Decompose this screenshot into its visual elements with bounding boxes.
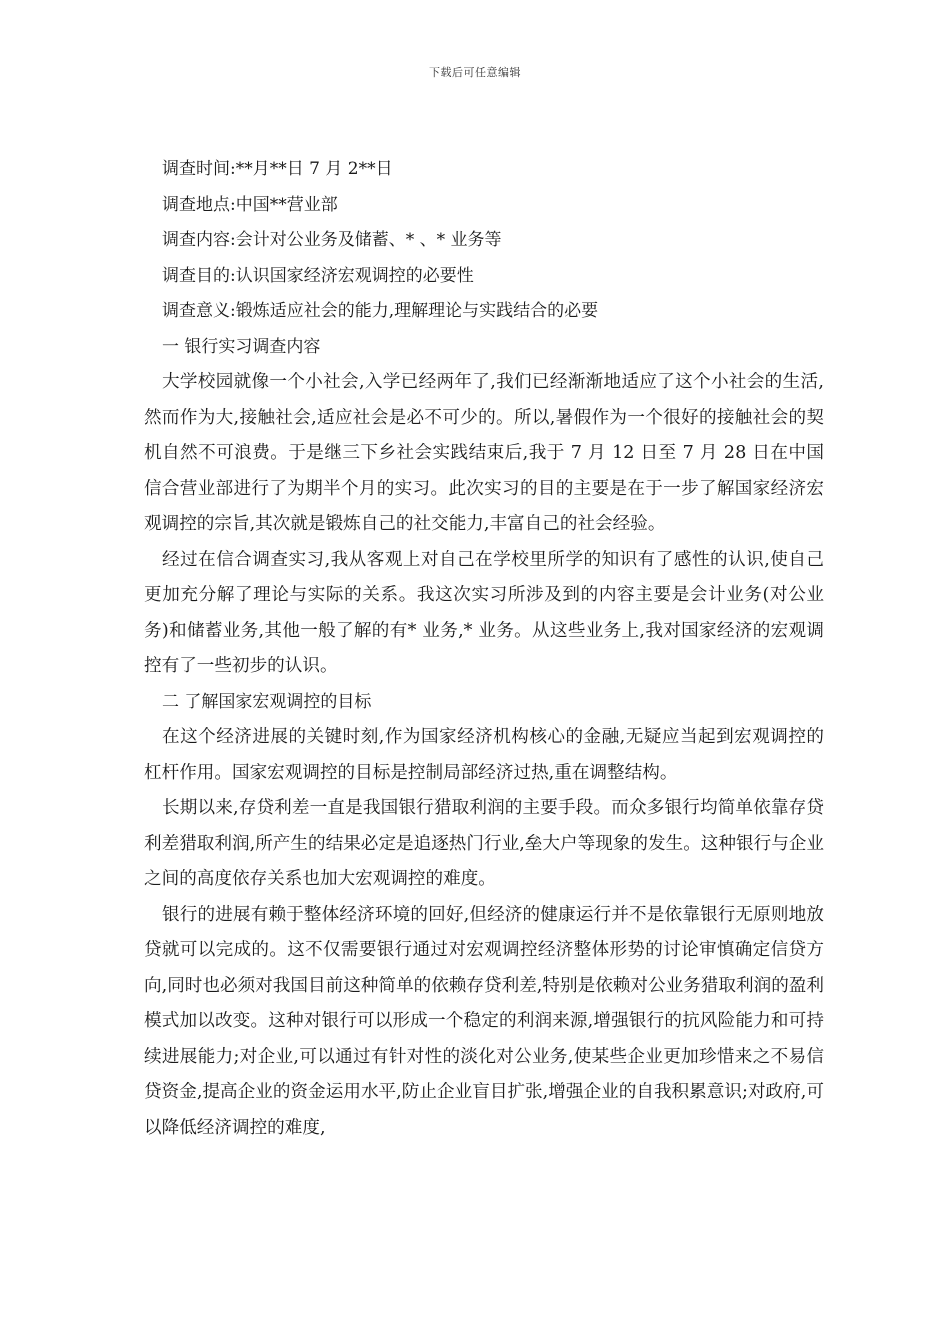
paragraph: 银行的进展有赖于整体经济环境的回好,但经济的健康运行并不是依靠银行无原则地放贷就可以完成的。这不仅需要银行通过对宏观调控经济整体形势的讨论审慎确定信贷方向,同时也必须对我国目前这种简单的依赖存贷利差,特别是依赖对公业务猎取利润的盈利模式加以改变。这种对银行可以形成一个稳定的利润来源,增强银行的抗风险能力和可持续进展能力;对企业,可以通过有针对性的淡化对公业务,使某些企业更加珍惜来之不易信贷资金,提高企业的资金运用水平,防止企业盲目扩张,增强企业的自我积累意识;对政府,可以降低经济调控的难度, (144, 904, 824, 1138)
section-heading-1: 一 银行实习调查内容 (162, 336, 321, 357)
paragraph: 经过在信合调查实习,我从客观上对自己在学校里所学的知识有了感性的认识,使自己更加充分解了理论与实际的关系。我这次实习所涉及到的内容主要是会计业务(对公业务)和储蓄业务,其他一般了解的有* 业务,* 业务。从这些业务上,我对国家经济的宏观调控有了一些初步的认识。 (144, 549, 824, 676)
survey-content: 调查内容:会计对公业务及储蓄、* 、* 业务等 (162, 230, 502, 250)
document-body (144, 152, 824, 1146)
section-heading-2: 二 了解国家宏观调控的目标 (162, 691, 372, 712)
survey-time: 调查时间:**月**日 7 月 2**日 (162, 159, 393, 179)
survey-purpose: 调查目的:认识国家经济宏观调控的必要性 (162, 265, 474, 286)
paragraph: 长期以来,存贷利差一直是我国银行猎取利润的主要手段。而众多银行均简单依靠存贷利差猎取利润,所产生的结果必定是追逐热门行业,垒大户等现象的发生。这种银行与企业之间的高度依存关系也加大宏观调控的难度。 (144, 798, 824, 889)
survey-location: 调查地点:中国**营业部 (162, 194, 338, 215)
paragraph: 大学校园就像一个小社会,入学已经两年了,我们已经渐渐地适应了这个小社会的生活,然而作为大,接触社会,适应社会是必不可少的。所以,暑假作为一个很好的接触社会的契机自然不可浪费。于是继三下乡社会实践结束后,我于 7 月 12 日至 7 月 28 日在中国信合营业部进行了为期半个月的实习。此次实习的目的主要是在于一步了解国家经济宏观调控的宗旨,其次就是锻炼自己的社交能力,丰富自己的社会经验。 (144, 372, 824, 534)
paragraph: 在这个经济进展的关键时刻,作为国家经济机构核心的金融,无疑应当起到宏观调控的杠杆作用。国家宏观调控的目标是控制局部经济过热,重在调整结构。 (144, 727, 824, 783)
survey-significance: 调查意义:锻炼适应社会的能力,理解理论与实践结合的必要 (162, 301, 599, 321)
page-header-note: 下载后可任意编辑 (429, 66, 521, 79)
